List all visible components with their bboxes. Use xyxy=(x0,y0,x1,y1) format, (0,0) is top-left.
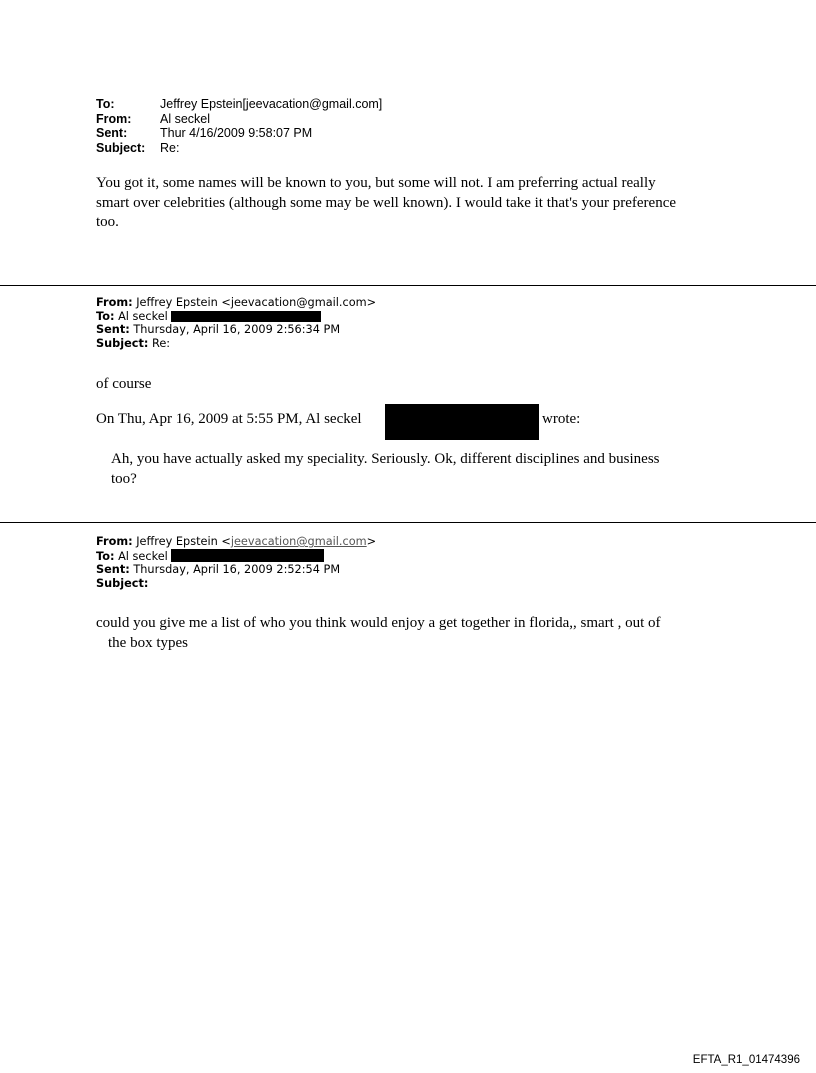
message-2-sent-row xyxy=(96,323,376,337)
subject-label: Subject: xyxy=(96,576,149,590)
to-value: Al seckel xyxy=(118,309,168,323)
message-3-subject-row xyxy=(96,577,376,591)
separator-line xyxy=(0,285,816,286)
message-3-sent-row xyxy=(96,563,376,577)
quote-attribution-suffix: wrote: xyxy=(542,411,581,427)
sent-value: Thursday, April 16, 2009 2:52:54 PM xyxy=(133,563,341,576)
from-label: From: xyxy=(96,535,133,548)
redaction-box xyxy=(385,404,539,440)
sent-value: Thur 4/16/2009 9:58:07 PM xyxy=(160,126,313,140)
subject-value: Re: xyxy=(160,140,180,155)
message-2-to-row xyxy=(96,310,376,324)
email-link[interactable]: jeevacation@gmail.com xyxy=(230,535,367,548)
message-1-line: too. xyxy=(96,214,119,230)
message-3-line: could you give me a list of who you think would enjoy a get together in florida,, smart , out of xyxy=(96,615,661,631)
to-value: Al seckel xyxy=(118,549,168,563)
from-close: > xyxy=(366,535,377,548)
document-id: EFTA_R1_01474396 xyxy=(692,1054,800,1066)
subject-label: Subject: xyxy=(96,140,146,155)
message-2-subject-row xyxy=(96,337,376,351)
sent-value: Thursday, April 16, 2009 2:56:34 PM xyxy=(133,323,341,336)
message-2-body: of course xyxy=(96,376,152,392)
quote-attribution: On Thu, Apr 16, 2009 at 5:55 PM, Al seckel xyxy=(96,411,362,427)
message-3-to-row xyxy=(96,549,376,564)
message-1-line: smart over celebrities (although some may be well known). I would take it that's your preference xyxy=(96,194,677,211)
from-value: Al seckel xyxy=(160,111,211,126)
header-sent-row xyxy=(96,126,382,141)
subject-value: Re: xyxy=(152,336,171,350)
quoted-line: too? xyxy=(111,470,137,487)
email-header xyxy=(96,97,382,155)
header-from-row xyxy=(96,112,382,127)
from-name: Jeffrey Epstein < xyxy=(136,535,231,548)
message-1-body xyxy=(96,174,726,233)
subject-label: Subject: xyxy=(96,336,149,350)
message-3-header xyxy=(96,535,376,590)
header-to-row xyxy=(96,97,382,112)
to-label: To: xyxy=(96,549,115,563)
quoted-text xyxy=(96,450,696,489)
from-label: From: xyxy=(96,296,133,309)
from-label: From: xyxy=(96,111,132,126)
sent-label: Sent: xyxy=(96,323,130,336)
separator-line xyxy=(0,522,816,523)
sent-label: Sent: xyxy=(96,563,130,576)
from-value: Jeffrey Epstein <jeevacation@gmail.com> xyxy=(136,296,377,309)
quoted-line: Ah, you have actually asked my speciality. Seriously. Ok, different disciplines and business xyxy=(111,451,660,467)
sent-label: Sent: xyxy=(96,126,128,140)
redaction-box xyxy=(171,549,324,562)
message-2-from-row xyxy=(96,296,376,310)
to-label: To: xyxy=(96,97,115,111)
message-3-line: the box types xyxy=(108,634,188,651)
to-value: Jeffrey Epstein[jeevacation@gmail.com] xyxy=(160,97,383,111)
message-1-line: You got it, some names will be known to you, but some will not. I am preferring actual really xyxy=(96,175,656,191)
redaction-box xyxy=(171,311,321,322)
message-3-from-row xyxy=(96,535,376,549)
to-label: To: xyxy=(96,309,115,323)
header-subject-row xyxy=(96,141,382,156)
message-3-body xyxy=(96,614,716,653)
message-2-header xyxy=(96,296,376,350)
